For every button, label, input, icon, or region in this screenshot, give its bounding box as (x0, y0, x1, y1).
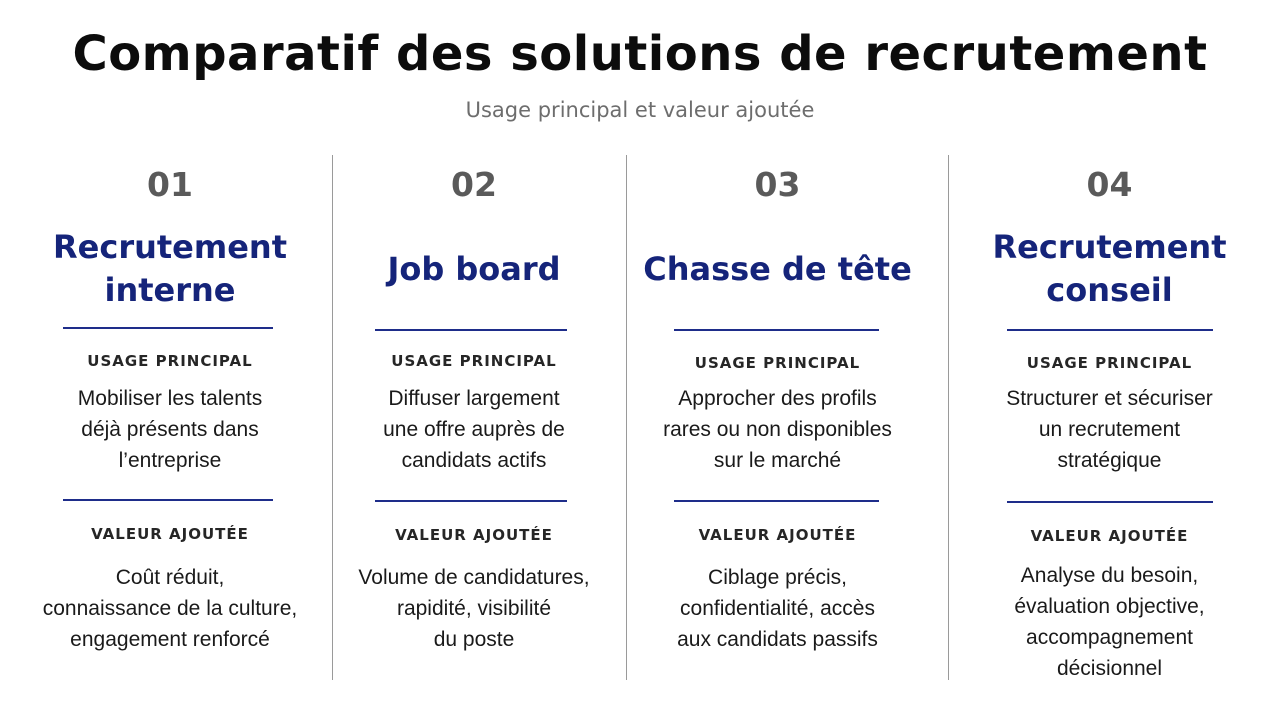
section-rule (674, 329, 879, 331)
usage-label: USAGE PRINCIPAL (694, 354, 861, 372)
section-rule (1007, 501, 1213, 503)
usage-label: USAGE PRINCIPAL (1026, 354, 1193, 372)
column-number: 03 (754, 165, 801, 204)
value-text: Analyse du besoin, évaluation objective, accompagnement décisionnel (1014, 564, 1205, 680)
solution-name-line: Recrutement (992, 228, 1227, 266)
solution-name (345, 222, 603, 316)
column-divider (626, 155, 627, 680)
section-rule (375, 329, 567, 331)
section-rule (674, 500, 879, 502)
usage-text: Mobiliser les talents déjà présents dans l’entreprise (77, 387, 263, 472)
usage-text: Structurer et sécuriser un recrutement stratégique (1006, 387, 1213, 472)
solution-name (20, 222, 320, 316)
usage-text: Approcher des profils rares ou non disponibles sur le marché (663, 387, 892, 472)
value-label: VALEUR AJOUTÉE (395, 526, 553, 544)
value-label: VALEUR AJOUTÉE (698, 526, 857, 544)
value-label: VALEUR AJOUTÉE (1030, 527, 1189, 545)
usage-label: USAGE PRINCIPAL (391, 352, 557, 370)
column-divider (332, 155, 333, 680)
usage-label: USAGE PRINCIPAL (87, 352, 253, 370)
value-text: Coût réduit, connaissance de la culture, engagement renforcé (42, 566, 298, 651)
solution-column-2 (345, 0, 603, 720)
column-number: 04 (1086, 165, 1133, 204)
column-number: 01 (147, 165, 193, 204)
solution-name-line: Recrutement (53, 228, 287, 266)
page-title: Comparatif des solutions de recrutement (72, 26, 1208, 82)
section-rule (63, 499, 273, 501)
section-rule (63, 327, 273, 329)
usage-text: Diffuser largement une offre auprès de candidats actifs (383, 387, 565, 472)
solution-name (640, 222, 915, 316)
page-subtitle: Usage principal et valeur ajoutée (465, 98, 815, 122)
value-text: Volume de candidatures, rapidité, visibilité du poste (358, 566, 590, 651)
section-rule (375, 500, 567, 502)
column-divider (948, 155, 949, 680)
solution-column-1 (20, 0, 320, 720)
value-label: VALEUR AJOUTÉE (91, 525, 249, 543)
value-text: Ciblage précis, confidentialité, accès aux candidats passifs (677, 566, 878, 651)
solution-name-line: conseil (1046, 271, 1173, 309)
solution-name-line: interne (104, 271, 236, 309)
column-number: 02 (451, 165, 497, 204)
solution-name-line: Chasse de tête (643, 249, 912, 288)
solution-name-line: Job board (387, 249, 561, 288)
solution-column-3 (640, 0, 915, 720)
section-rule (1007, 329, 1213, 331)
solution-name (962, 222, 1257, 316)
solution-column-4 (962, 0, 1257, 720)
